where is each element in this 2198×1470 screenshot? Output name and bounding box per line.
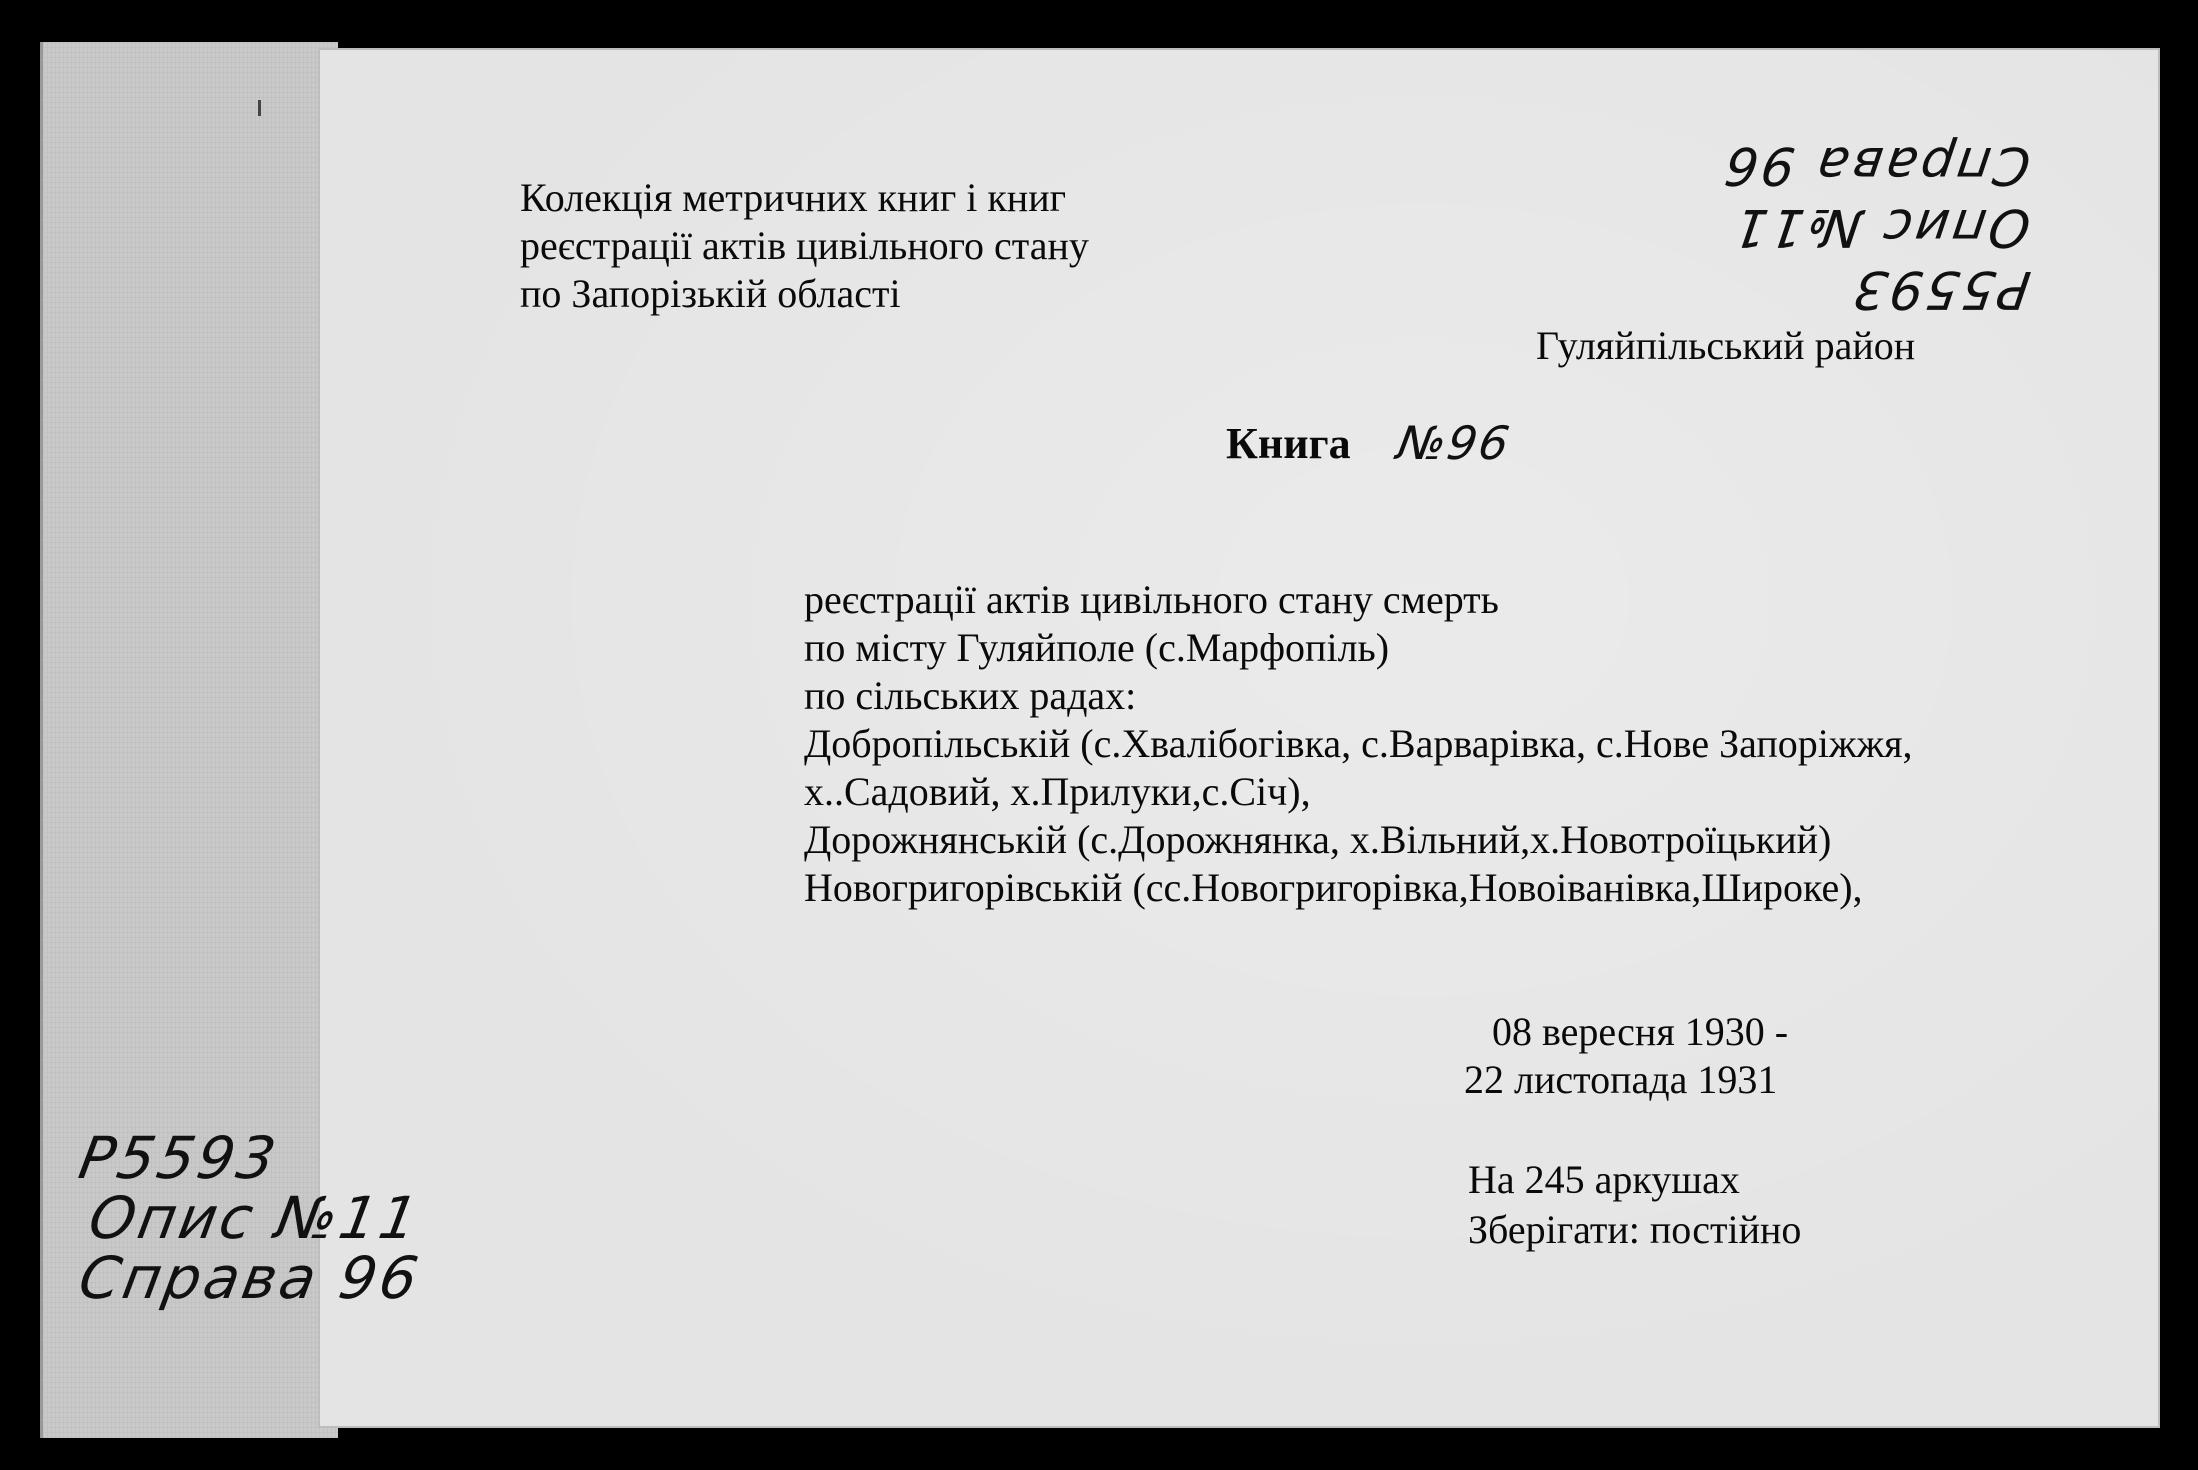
date-range (1464, 1008, 1788, 1104)
description-line-5: х..Садовий, х.Прилуки,с.Січ), (804, 769, 1311, 814)
document-page (318, 48, 2160, 1428)
bottom-stamp-line-2: Опис №11 (84, 1184, 426, 1252)
description-line-2: по місту Гуляйполе (с.Марфопіль) (804, 625, 1390, 670)
storage-info (1468, 1156, 1801, 1256)
bottom-handwritten-stamp (74, 1124, 426, 1312)
collection-line-2: реєстрації актів цивільного стану (520, 223, 1089, 268)
collection-heading (520, 174, 1089, 318)
corner-stamp-line-1: Р5593 (1847, 259, 2035, 319)
description-line-7: Новогригорівській (сс.Новогригорівка,Новоіванівка,Широке), (804, 865, 1863, 910)
corner-stamp-line-2: Опис №11 (1727, 197, 2035, 257)
sheet-count: На 245 аркушах (1468, 1157, 1740, 1202)
bottom-stamp-line-3: Справа 96 (74, 1244, 426, 1312)
corner-handwritten-stamp (1718, 134, 2035, 320)
corner-stamp-line-3: Справа 96 (1718, 135, 2035, 195)
date-from: 08 вересня 1930 - (1492, 1009, 1789, 1054)
district-label: Гуляйпільський район (1536, 323, 1916, 368)
description-line-6: Дорожнянській (с.Дорожнянка, х.Вільний,х.Новотроїцький) (804, 817, 1832, 862)
record-description (804, 576, 1913, 912)
collection-line-1: Колекція метричних книг і книг (520, 175, 1067, 220)
book-number-handwritten: №96 (1393, 416, 1516, 470)
date-to: 22 листопада 1931 (1464, 1057, 1778, 1102)
bottom-stamp-line-1: Р5593 (74, 1124, 284, 1192)
description-line-1: реєстрації актів цивільного стану смерть (804, 577, 1499, 622)
book-title: Книга (1226, 419, 1351, 468)
description-line-3: по сільських радах: (804, 673, 1137, 718)
storage-term: Зберігати: постійно (1468, 1207, 1802, 1252)
collection-line-3: по Запорізькій області (520, 271, 901, 316)
spine-mark (258, 100, 261, 116)
description-line-4: Добропільській (с.Хвалібогівка, с.Варварівка, с.Нове Запоріжжя, (804, 721, 1913, 766)
